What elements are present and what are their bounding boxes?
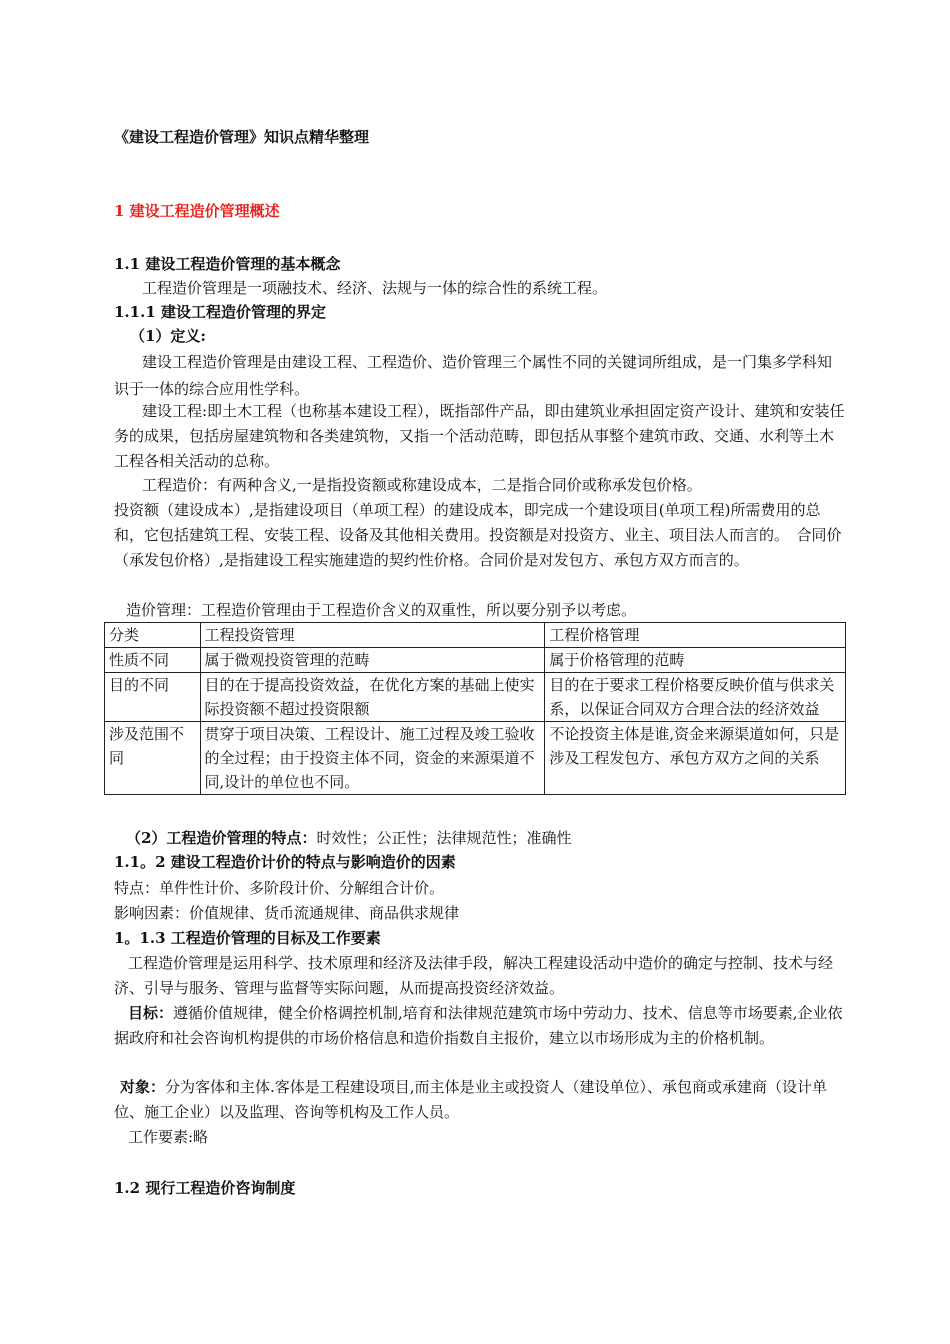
table-cell: 目的不同 — [105, 673, 201, 722]
paragraph-object — [114, 1075, 846, 1125]
table-cell: 性质不同 — [105, 648, 201, 673]
features-text: 时效性；公正性；法律规范性；准确性 — [316, 829, 572, 847]
paragraph-investment: 投资额（建设成本）,是指建设项目（单项工程）的建设成本，即完成一个建设项目(单项工程)所需费用的总和，它包括建筑工程、安装工程、设备及其他相关费用。投资额是对投资方、业主、项目法人而言的。 合同价（承发包价格）,是指建设工程实施建造的契约性价格。合同价是对发包方、承包方双方而言的。 — [114, 501, 842, 569]
heading-1-1-2: 1.1。2 建设工程造价计价的特点与影响造价的因素 — [114, 853, 456, 871]
table-header-cell: 工程投资管理 — [200, 623, 545, 648]
table-row — [105, 673, 846, 722]
table-cell: 属于价格管理的范畴 — [545, 648, 846, 673]
table-cell: 属于微观投资管理的范畴 — [200, 648, 545, 673]
table-header-cell: 分类 — [105, 623, 201, 648]
paragraph-application: 工程造价管理是运用科学、技术原理和经济及法律手段，解决工程建设活动中造价的确定与控制、技术与经济、引导与服务、管理与监督等实际问题，从而提高投资经济效益。 — [114, 954, 834, 997]
features-label: （2）工程造价管理的特点： — [126, 829, 317, 847]
paragraph-cost-management: 造价管理：工程造价管理由于工程造价含义的双重性，所以要分别予以考虑。 — [126, 601, 637, 619]
paragraph-1-1: 工程造价管理是一项融技术、经济、法规与一体的综合性的系统工程。 — [142, 279, 608, 297]
comparison-table — [104, 622, 846, 795]
heading-1-1-1: 1.1.1 建设工程造价管理的界定 — [114, 303, 326, 321]
table-header-cell: 工程价格管理 — [545, 623, 846, 648]
paragraph-work-elements: 工作要素:略 — [128, 1128, 209, 1146]
heading-1-1-3: 1。1.3 工程造价管理的目标及工作要素 — [114, 929, 381, 947]
section-heading-1: 1 建设工程造价管理概述 — [114, 202, 280, 220]
paragraph-factors: 影响因素：价值规律、货币流通规律、商品供求规律 — [114, 904, 460, 922]
document-title: 《建设工程造价管理》知识点精华整理 — [114, 128, 370, 146]
definition-label: （1）定义: — [130, 327, 206, 345]
table-cell: 目的在于要求工程价格要反映价值与供求关系，以保证合同双方合理合法的经济效益 — [545, 673, 846, 722]
paragraph-features: 特点：单件性计价、多阶段计价、分解组合计价。 — [114, 879, 445, 897]
table-row — [105, 722, 846, 795]
heading-1-2: 1.2 现行工程造价咨询制度 — [114, 1179, 296, 1197]
paragraph-cost-meaning: 工程造价：有两种含义,一是指投资额或称建设成本，二是指合同价或称承发包价格。 — [142, 476, 702, 494]
goal-label: 目标： — [128, 1004, 174, 1022]
table-header-row — [105, 623, 846, 648]
table-cell: 贯穿于项目决策、工程设计、施工过程及竣工验收的全过程；由于投资主体不同，资金的来源渠道不同,设计的单位也不同。 — [200, 722, 545, 795]
table-cell: 涉及范围不同 — [105, 722, 201, 795]
paragraph-construction: 建设工程:即土木工程（也称基本建设工程），既指部件产品，即由建筑业承担固定资产设计、建筑和安装任务的成果，包括房屋建筑物和各类建筑物，又指一个活动范畴，即包括从事整个建筑市政、交通、水利等土木工程各相关活动的总称。 — [114, 402, 845, 470]
heading-1-1: 1.1 建设工程造价管理的基本概念 — [114, 255, 341, 273]
object-label: 对象： — [120, 1078, 166, 1096]
table-cell: 不论投资主体是谁,资金来源渠道如何，只是涉及工程发包方、承包方双方之间的关系 — [545, 722, 846, 795]
paragraph-goal — [114, 1001, 846, 1051]
features-line — [114, 826, 846, 850]
paragraph-definition: 建设工程造价管理是由建设工程、工程造价、造价管理三个属性不同的关键词所组成，是一门集多学科知识于一体的综合应用性学科。 — [114, 353, 833, 398]
table-row — [105, 648, 846, 673]
goal-text: 遵循价值规律，健全价格调控机制,培育和法律规范建筑市场中劳动力、技术、信息等市场要素,企业依据政府和社会咨询机构提供的市场价格信息和造价指数自主报价，建立以市场形成为主的价格机制。 — [114, 1004, 843, 1047]
table-cell: 目的在于提高投资效益，在优化方案的基础上使实际投资额不超过投资限额 — [200, 673, 545, 722]
object-text: 分为客体和主体.客体是工程建设项目,而主体是业主或投资人（建设单位）、承包商或承建商（设计单位、施工企业）以及监理、咨询等机构及工作人员。 — [114, 1078, 828, 1121]
